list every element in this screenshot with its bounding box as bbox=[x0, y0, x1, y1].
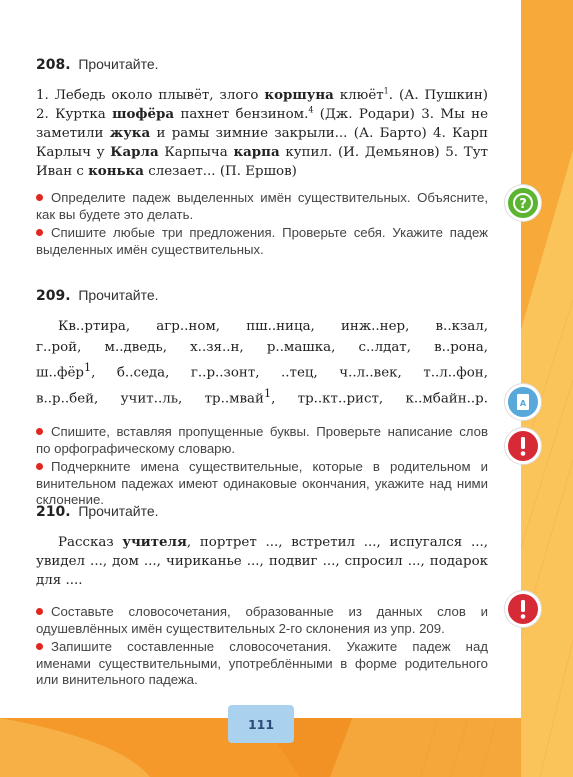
question-icon bbox=[505, 185, 541, 221]
exercise-header bbox=[36, 55, 488, 74]
word-line: в..р..бей, учит..ль, тр..мвай$^1$, тр..кт..рист, к..мбайн..р. bbox=[36, 386, 488, 407]
page-number: 111 bbox=[228, 705, 294, 743]
exercise-header bbox=[36, 286, 488, 305]
word-line: г..рой, м..дведь, х..зя..н, р..машка, с..лдат, в..рона, bbox=[36, 339, 488, 355]
attention-icon bbox=[505, 428, 541, 464]
task-item: Определите падеж выделенных имён существительных. Объясните, как вы будете это делать. bbox=[36, 190, 488, 222]
exercise-210 bbox=[36, 502, 488, 691]
exercise-number: 209. bbox=[36, 288, 71, 304]
task-item: Подчеркните имена существительные, которые в родительном и винительном падежах имеют одинаковые окончания, укажите над ними склонение. bbox=[36, 459, 488, 508]
word-line: Кв..ртира, агр..ном, пш..ница, инж..нер, в..кзал, bbox=[58, 319, 488, 334]
exercise-text: 1. Лебедь около плывёт, злого коршуна клюёт$^1$. (А. Пушкин) 2. Куртка шофёра пахнет бензином.$^4$ (Дж. Родари) 3. Мы не заметили жука и рамы зимние закрыли... (А. Барто) 4. Карп Карлыч у Карла Карпыча карпа купил. (И. Демьянов) 5. Тут Иван с конька слезает... (П. Ершов) bbox=[36, 86, 489, 179]
bullet-dot-icon bbox=[36, 194, 43, 201]
bullet-dot-icon bbox=[36, 428, 43, 435]
exercise-instruction: Прочитайте. bbox=[78, 56, 159, 72]
task-list bbox=[36, 424, 488, 509]
svg-text:A: A bbox=[519, 399, 527, 408]
task-item: Запишите составленные словосочетания. Укажите падеж над именами существительными, употреблёнными в форме родительного или винительного падежа. bbox=[36, 639, 488, 688]
bullet-dot-icon bbox=[36, 229, 43, 236]
bullet-dot-icon bbox=[36, 643, 43, 650]
exercise-text: Рассказ учителя, портрет ..., встретил ..., испугался ..., увидел ..., дом ..., чириканье ..., подвиг ..., спросил ..., подарок для .... bbox=[36, 534, 489, 588]
exercise-header bbox=[36, 502, 488, 521]
bullet-dot-icon bbox=[36, 463, 43, 470]
exercise-number: 210. bbox=[36, 504, 71, 520]
word-line: ш..фёр$^1$, б..седа, г..р..зонт, ..тец, ч..л..век, т..л..фон, bbox=[36, 361, 488, 381]
exercise-instruction: Прочитайте. bbox=[78, 503, 159, 519]
exercise-instruction: Прочитайте. bbox=[78, 287, 159, 303]
task-list bbox=[36, 604, 488, 689]
task-item: Составьте словосочетания, образованные из данных слов и одушевлённых имён существительных 2-го склонения из упр. 209. bbox=[36, 604, 488, 636]
dictionary-icon bbox=[505, 384, 541, 420]
task-item: Спишите, вставляя пропущенные буквы. Проверьте написание слов по орфографическому словарю. bbox=[36, 423, 488, 456]
exercise-209 bbox=[36, 286, 488, 511]
exercise-208 bbox=[36, 55, 488, 260]
word-list bbox=[36, 317, 488, 410]
attention-icon bbox=[505, 591, 541, 627]
task-list bbox=[36, 190, 488, 258]
exercise-number: 208. bbox=[36, 57, 71, 73]
bullet-dot-icon bbox=[36, 608, 43, 615]
task-item: Спишите любые три предложения. Проверьте себя. Укажите падеж выделенных имён существительных. bbox=[36, 225, 488, 257]
svg-text:?: ? bbox=[519, 197, 527, 212]
